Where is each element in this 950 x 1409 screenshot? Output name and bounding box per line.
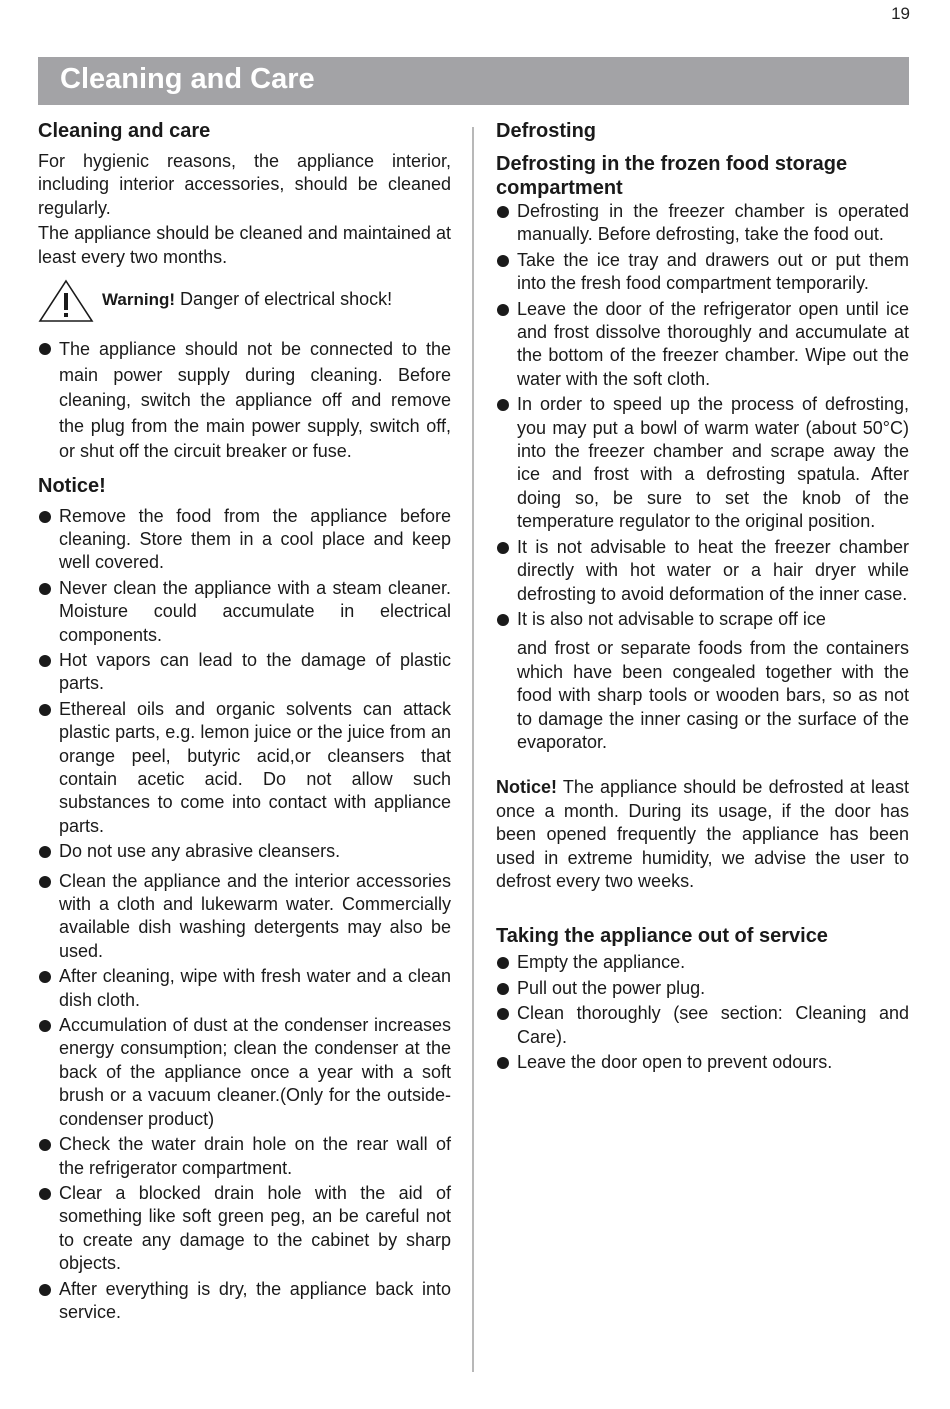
list-item: After cleaning, wipe with fresh water and a clean dish cloth. bbox=[38, 965, 451, 1012]
list-item: In order to speed up the process of defrosting, you may put a bowl of warm water (about 50°C) into the freezer chamber and scrape away the ice and frost with a defrosting spatula. After doing so, be sure to set the knob of the temperature regulator to the original position. bbox=[496, 393, 909, 533]
section-title: Cleaning and Care bbox=[60, 63, 315, 95]
warning-text bbox=[102, 279, 392, 310]
defrosting-heading: Defrosting bbox=[496, 120, 596, 142]
service-heading: Taking the appliance out of service bbox=[496, 925, 828, 948]
defrost-notice-text: The appliance should be defrosted at least once a month. During its usage, if the door has been opened frequently the appliance has been used in extreme humidity, we advise the user to defrost every two weeks. bbox=[496, 777, 909, 891]
notice-list bbox=[38, 505, 451, 1325]
defrost-notice bbox=[496, 776, 909, 893]
list-item: The appliance should not be connected to the main power supply during cleaning. Before cleaning, switch the appliance off and remove the plug from the main power supply, switch off, or shut off the circuit breaker or fuse. bbox=[38, 337, 451, 465]
warning-row bbox=[38, 279, 451, 323]
list-item: Do not use any abrasive cleansers. bbox=[38, 840, 451, 863]
list-item: It is also not advisable to scrape off ice bbox=[496, 608, 909, 631]
list-item: Empty the appliance. bbox=[496, 951, 909, 974]
list-item: It is not advisable to heat the freezer chamber directly with hot water or a hair dryer while defrosting to avoid deformation of the inner case. bbox=[496, 536, 909, 606]
warning-label: Warning! bbox=[102, 290, 176, 310]
defrosting-subheading: Defrosting in the frozen food storage compartment bbox=[496, 153, 848, 199]
cleaning-heading: Cleaning and care bbox=[38, 120, 211, 142]
list-item: Clean thoroughly (see section: Cleaning and Care). bbox=[496, 1002, 909, 1049]
warning-triangle-icon bbox=[38, 279, 94, 323]
list-item: Accumulation of dust at the condenser increases energy consumption; clean the condenser at the back of the appliance once a year with a soft brush or a vacuum cleaner.(Only for the outside-condenser product) bbox=[38, 1014, 451, 1131]
list-item: Defrosting in the freezer chamber is operated manually. Before defrosting, take the food out. bbox=[496, 200, 909, 247]
list-item: Leave the door open to prevent odours. bbox=[496, 1051, 909, 1074]
page-number: 19 bbox=[891, 4, 910, 23]
right-column bbox=[496, 118, 909, 1076]
list-item: Never clean the appliance with a steam cleaner. Moisture could accumulate in electrical components. bbox=[38, 577, 451, 647]
defrost-notice-label: Notice! bbox=[496, 777, 558, 798]
defrosting-continuation: and frost or separate foods from the containers which have been congealed together with the food with sharp tools or wooden bars, so as not to damage the inner casing or the surface of the evaporator. bbox=[517, 638, 909, 752]
defrosting-list bbox=[496, 200, 909, 631]
list-item: Check the water drain hole on the rear wall of the refrigerator compartment. bbox=[38, 1133, 451, 1180]
intro-paragraph-1: For hygienic reasons, the appliance interior, including interior accessories, should be cleaned regularly. bbox=[38, 151, 451, 218]
list-item: Clean the appliance and the interior accessories with a cloth and lukewarm water. Commercially available dish washing detergents may also be used. bbox=[38, 870, 451, 964]
notice-heading: Notice! bbox=[38, 474, 106, 497]
list-item: Pull out the power plug. bbox=[496, 977, 909, 1000]
list-item: Leave the door of the refrigerator open until ice and frost dissolve thoroughly and accumulate at the bottom of the freezer chamber. Wipe out the water with the soft cloth. bbox=[496, 298, 909, 392]
column-divider bbox=[472, 127, 474, 1372]
list-item: Hot vapors can lead to the damage of plastic parts. bbox=[38, 649, 451, 696]
power-bullet-list bbox=[38, 337, 451, 465]
list-item: Ethereal oils and organic solvents can attack plastic parts, e.g. lemon juice or the juice from an orange peel, butyric acid,or cleansers that contain acetic acid. Do not allow such substances to come into contact with appliance parts. bbox=[38, 698, 451, 838]
service-list bbox=[496, 951, 909, 1074]
warning-message: Danger of electrical shock! bbox=[175, 289, 393, 310]
left-column bbox=[38, 118, 451, 1326]
list-item: After everything is dry, the appliance back into service. bbox=[38, 1278, 451, 1325]
list-item: Remove the food from the appliance before cleaning. Store them in a cool place and keep well covered. bbox=[38, 505, 451, 575]
list-item: Take the ice tray and drawers out or put them into the fresh food compartment temporarily. bbox=[496, 249, 909, 296]
list-item: Clear a blocked drain hole with the aid of something like soft green peg, an be careful not to create any damage to the cabinet by sharp objects. bbox=[38, 1182, 451, 1276]
intro-paragraph-2: The appliance should be cleaned and maintained at least every two months. bbox=[38, 223, 451, 267]
section-banner bbox=[38, 57, 909, 105]
